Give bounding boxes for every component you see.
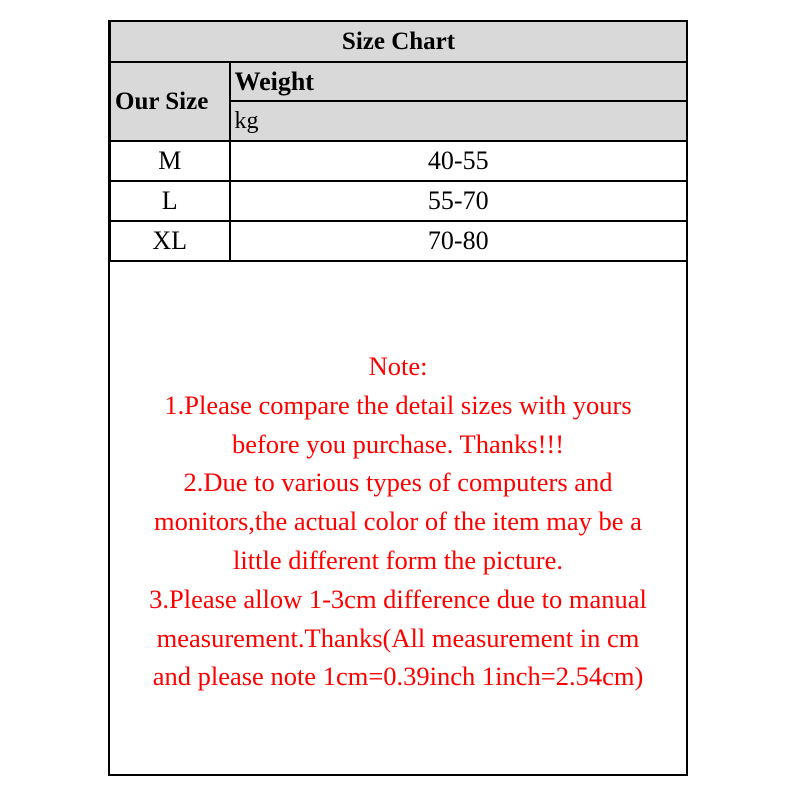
note-line: and please note 1cm=0.39inch 1inch=2.54cm): [152, 661, 644, 692]
weight-cell: 55-70: [230, 181, 687, 221]
note-line: 1.Please compare the detail sizes with yours: [164, 389, 632, 420]
note-line: 2.Due to various types of computers and: [183, 467, 613, 498]
size-chart-table: [110, 21, 687, 262]
table-row: [111, 221, 687, 261]
note-text: [110, 347, 686, 696]
note-line: 3.Please allow 1-3cm difference due to manual: [149, 583, 647, 614]
note-line: little different form the picture.: [233, 544, 563, 575]
our-size-header: Our Size: [111, 62, 230, 141]
weight-header: Weight: [230, 62, 687, 101]
table-row: [111, 181, 687, 221]
weight-cell: 40-55: [230, 141, 687, 181]
table-row: [111, 141, 687, 181]
note-line: before you purchase. Thanks!!!: [231, 428, 565, 459]
table-title: Size Chart: [111, 22, 687, 63]
note-heading: Note:: [368, 351, 428, 381]
size-cell: M: [111, 141, 230, 181]
size-chart-frame: [108, 20, 688, 776]
title-row: [111, 22, 687, 63]
weight-cell: 70-80: [230, 221, 687, 261]
size-cell: L: [111, 181, 230, 221]
note-line: monitors,the actual color of the item may be a: [154, 506, 642, 537]
size-cell: XL: [111, 221, 230, 261]
header-row: [111, 62, 687, 101]
weight-unit: kg: [230, 101, 687, 141]
note-line: measurement.Thanks(All measurement in cm: [156, 622, 640, 653]
